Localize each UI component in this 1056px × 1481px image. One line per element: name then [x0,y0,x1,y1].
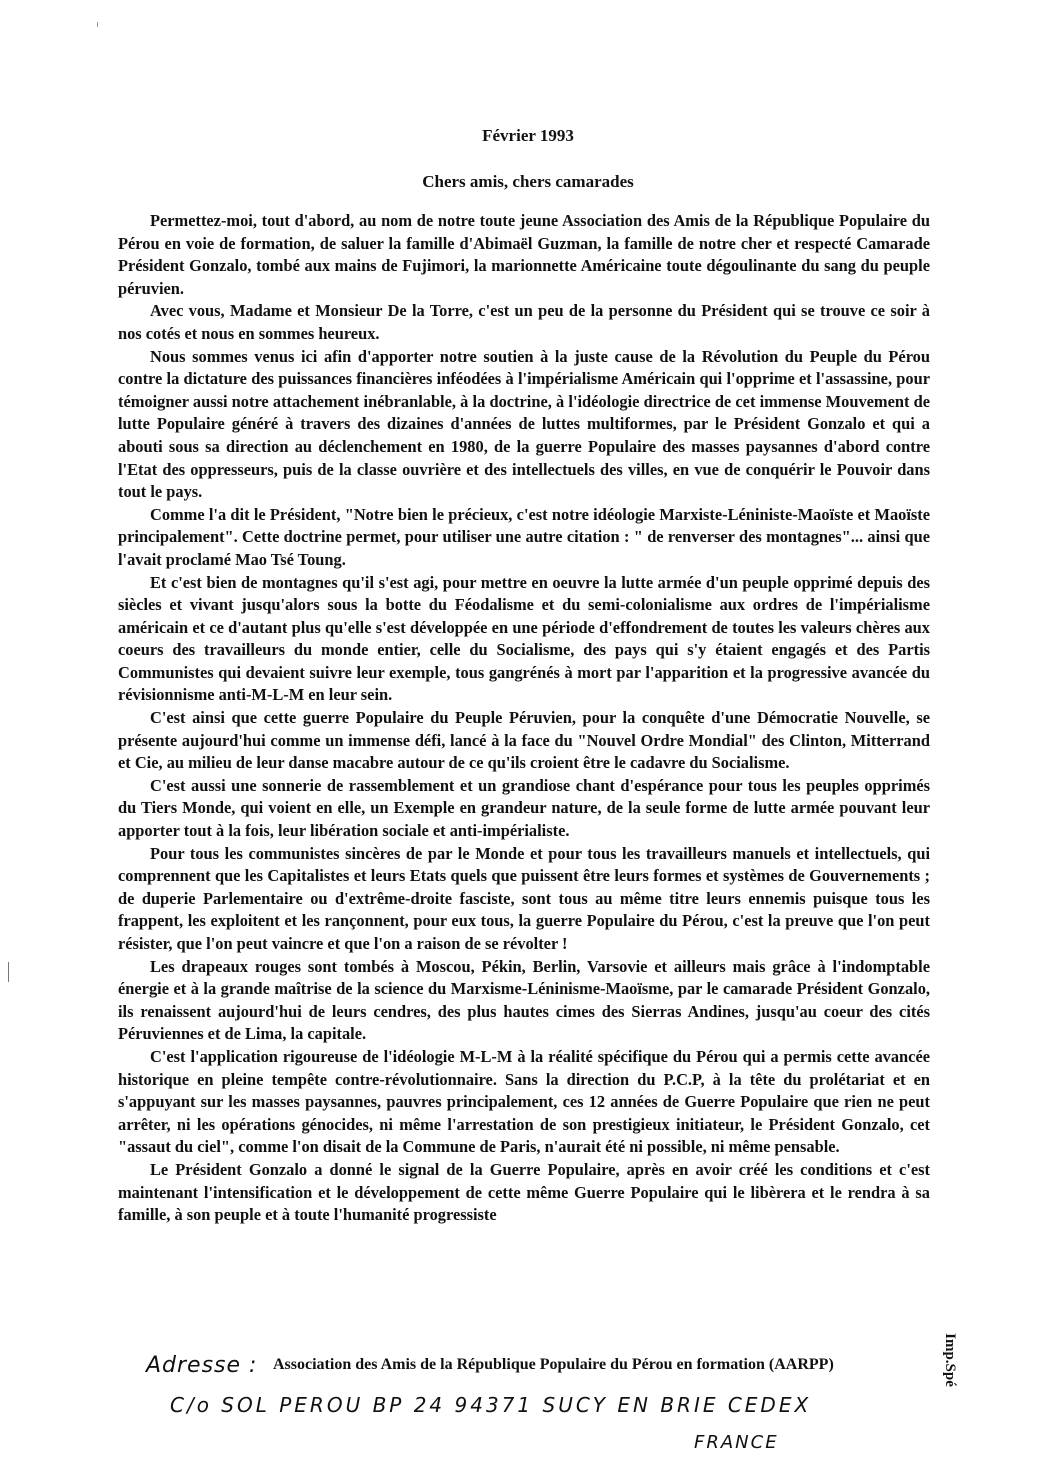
margin-mark [8,962,9,982]
paragraph-8: Pour tous les communistes sincères de par le Monde et pour tous les travailleurs manuels et intellectuels, qui comprennent que les Capitalistes et leurs Etats quels que puissent être leurs formes et systèmes de Gouvernements ; de duperie Parlementaire ou d'extrême-droite fasciste, sont tous au même titre leurs ennemis puisque tous les frappent, les exploitent et les rançonnent, pour eux tous, la guerre Populaire du Pérou, c'est la preuve que l'on peut résister, que l'on peut vaincre et que l'on a raison de se révolter ! [118,843,930,953]
paragraph-1: Permettez-moi, tout d'abord, au nom de notre toute jeune Association des Amis de la République Populaire du Pérou en voie de formation, de saluer la famille d'Abimaël Guzman, la famille de notre cher et respecté Camarade Président Gonzalo, tombé aux mains de Fujimori, la marionnette Américaine toute dégoulinante du sang du peuple péruvien. [118,211,930,298]
paragraph-7: C'est aussi une sonnerie de rassemblement et un grandiose chant d'espérance pour tous les peuples opprimés du Tiers Monde, qui voient en elle, un Exemple en grandeur nature, de la seule forme de lutte armée pouvant leur apporter tout à la fois, leur libération sociale et anti-impérialiste. [118,775,930,841]
letter-body [118,210,930,1227]
scan-mark [97,22,98,27]
paragraph-10: C'est l'application rigoureuse de l'idéologie M-L-M à la réalité spécifique du Pérou qui a permis cette avancée historique en pleine tempête contre-révolutionnaire. Sans la direction du P.C.P, à la tête du prolétariat et en s'appuyant sur les masses paysannes, pauvres principalement, ces 12 années de Guerre Populaire que rien ne peut arrêter, ni les opérations génocides, ni même l'arrestation de son prestigieux initiateur, le Président Gonzalo, cet "assaut du ciel", comme l'on disait de la Commune de Paris, n'aurait été ni possible, ni même pensable. [118,1046,930,1157]
paragraph-9: Les drapeaux rouges sont tombés à Moscou, Pékin, Berlin, Varsovie et ailleurs mais grâce à l'indomptable énergie et à la grande maîtrise de la science du Marxisme-Léninisme-Maoïsme, par le camarade Président Gonzalo, ils renaissent aujourd'hui de leurs cendres, des plus hautes cimes des Sierras Andines, jusqu'au coeur des cités Péruviennes et de Lima, la capitale. [118,956,930,1044]
paragraph-4: Comme l'a dit le Président, "Notre bien le précieux, c'est notre idéologie Marxiste-Léniniste-Maoïste et Maoïste principalement". Cette doctrine permet, pour utiliser une autre citation : " de renverser des montagnes"... ainsi que l'avait proclamé Mao Tsé Toung. [118,504,930,569]
paragraph-5: Et c'est bien de montagnes qu'il s'est agi, pour mettre en oeuvre la lutte armée d'un peuple opprimé depuis des siècles et vivant jusqu'alors sous la botte du Féodalisme et du semi-colonialisme aux ordres de l'impérialisme américain et ce d'autant plus qu'elle s'est développée en une période d'effondrement de toutes les valeurs chères aux coeurs des travailleurs du monde entier, celle du Socialisme, des pays qui s'y étaient engagés et des Partis Communistes qui devaient suivre leur exemple, tous gangrénés à mort par l'apparition et la progressive avancée du révisionnisme anti-M-L-M en leur sein. [118,572,930,705]
paragraph-3: Nous sommes venus ici afin d'apporter notre soutien à la juste cause de la Révolution du Peuple du Pérou contre la dictature des puissances financières inféodées à l'impérialisme Américain qui l'opprime et l'assassine, pour témoigner aussi notre attachement inébranlable, à la doctrine, à l'idéologie directrice de cet immense Mouvement de lutte Populaire généré à travers des dizaines d'années de luttes multiformes, par le Président Gonzalo et qui a abouti sous sa direction au déclenchement en 1980, de la guerre Populaire des masses paysannes d'abord contre l'Etat des oppresseurs, puis de la classe ouvrière et des intellectuels des villes, en vue de conquérir le Pouvoir dans tout le pays. [118,346,930,502]
address-association: Association des Amis de la République Populaire du Pérou en formation (AARPP) [273,1356,834,1373]
letter-salutation: Chers amis, chers camarades [422,172,634,191]
address-handwritten-line1: C/o SOL PEROU BP 24 94371 SUCY EN BRIE CEDEX [170,1393,812,1417]
address-handwritten-line2: FRANCE [694,1432,779,1453]
printer-mark: Imp.Spé [942,1333,958,1387]
paragraph-6: C'est ainsi que cette guerre Populaire du Peuple Péruvien, pour la conquête d'une Démocratie Nouvelle, se présente aujourd'hui comme un immense défi, lancé à la face du "Nouvel Ordre Mondial" des Clinton, Mitterrand et Cie, au milieu de leur danse macabre autour de ce qu'ils croient être le cadavre du Socialisme. [118,708,930,773]
address-label-handwritten: Adresse : [146,1353,258,1378]
paragraph-11: Le Président Gonzalo a donné le signal de la Guerre Populaire, après en avoir créé les conditions et c'est maintenant l'intensification et le développement de cette même Guerre Populaire qui le libèrera et le rendra à sa famille, à son peuple et à toute l'humanité progressiste [118,1159,930,1225]
letter-date: Février 1993 [482,126,574,145]
paragraph-2: Avec vous, Madame et Monsieur De la Torre, c'est un peu de la personne du Président qui se trouve ce soir à nos cotés et nous en sommes heureux. [118,301,930,343]
